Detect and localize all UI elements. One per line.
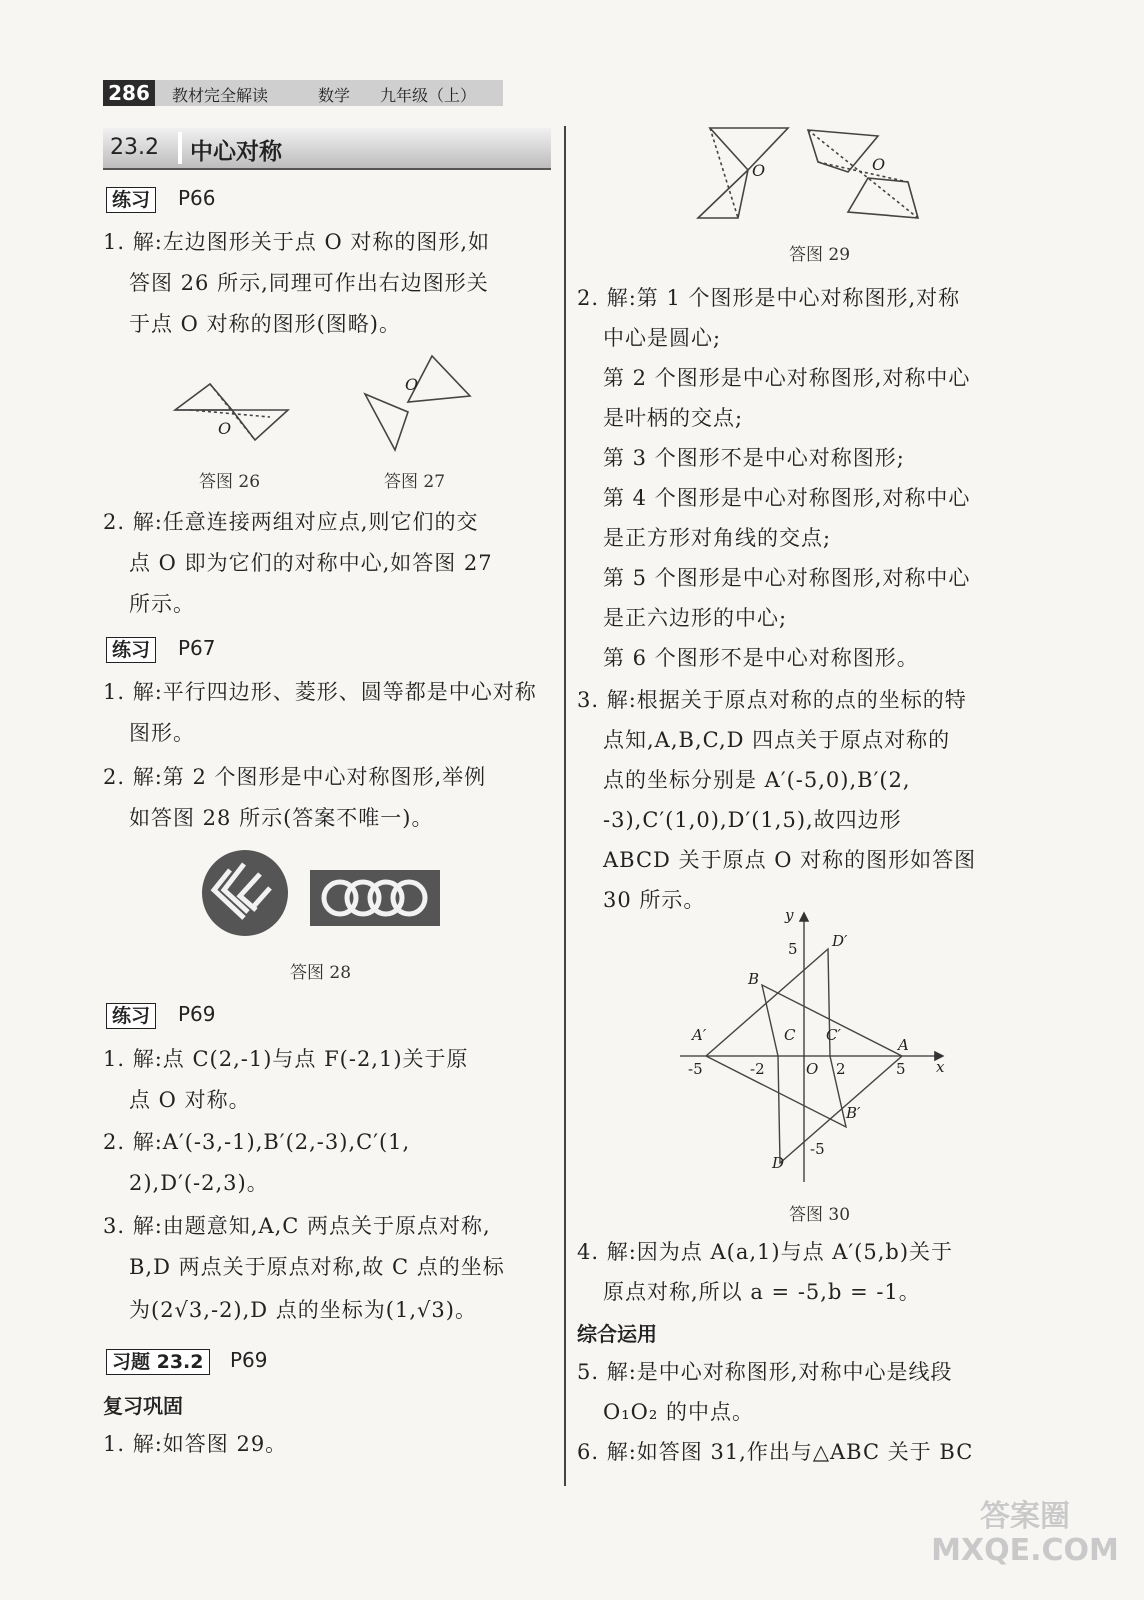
- exercise-page-xiti: P69: [230, 1348, 268, 1372]
- fig29-left-o: O: [752, 161, 766, 180]
- tick-x-2: 2: [836, 1060, 846, 1078]
- quadrilateral-abcd: [762, 985, 902, 1163]
- q4-line2: 原点对称,所以 a = -5,b = -1。: [603, 1280, 921, 1304]
- q2-line9: 是正六边形的中心;: [603, 606, 788, 630]
- p67-answer-2-line2: 如答图 28 所示(答案不唯一)。: [129, 806, 434, 830]
- figure-28: [200, 848, 460, 948]
- point-b: B: [748, 970, 760, 988]
- figure-29: [690, 122, 940, 232]
- q3-line6: 30 所示。: [603, 888, 706, 912]
- rings-logo-bg: [310, 870, 440, 926]
- review-heading: 复习巩固: [103, 1394, 183, 1418]
- q2-line8: 第 5 个图形是中心对称图形,对称中心: [603, 566, 971, 590]
- exercise-tag-xiti: 习题 23.2: [106, 1349, 210, 1375]
- figure-26: [175, 384, 288, 440]
- quadrilateral-a1b1c1d1: [706, 949, 846, 1127]
- fig27-caption: 答图 27: [384, 472, 446, 492]
- q3-line2: 点知,A,B,C,D 四点关于原点对称的: [603, 728, 951, 752]
- p69-answer-3-line1: 3. 解:由题意知,A,C 两点关于原点对称,: [103, 1214, 491, 1238]
- point-a-prime: A′: [692, 1026, 707, 1044]
- book-title: 教材完全解读: [172, 86, 269, 105]
- q2-line4: 是叶柄的交点;: [603, 406, 744, 430]
- figures-26-27: [160, 352, 490, 472]
- tick-x-neg5: -5: [688, 1060, 703, 1078]
- review-answer-1: 1. 解:如答图 29。: [103, 1432, 288, 1456]
- p66-answer-1-line2: 答图 26 所示,同理可作出右边图形关: [129, 271, 489, 295]
- fig27-label-o: O: [405, 375, 419, 394]
- q3-line5: ABCD 关于原点 O 对称的图形如答图: [603, 848, 977, 872]
- grade: 九年级（上）: [380, 86, 477, 105]
- q2-line5: 第 3 个图形不是中心对称图形;: [603, 446, 905, 470]
- p67-answer-1-line2: 图形。: [129, 721, 195, 745]
- p67-answer-1-line1: 1. 解:平行四边形、菱形、圆等都是中心对称: [103, 680, 537, 704]
- tick-y-neg5: -5: [810, 1140, 825, 1158]
- p69-answer-2-line1: 2. 解:A′(-3,-1),B′(2,-3),C′(1,: [103, 1130, 411, 1154]
- p66-answer-1-line3: 于点 O 对称的图形(图略)。: [129, 312, 401, 336]
- q3-line1: 3. 解:根据关于原点对称的点的坐标的特: [577, 688, 967, 712]
- fig29-right-o: O: [872, 155, 886, 174]
- comprehensive-heading: 综合运用: [577, 1322, 657, 1346]
- origin-label: O: [806, 1060, 819, 1078]
- p69-answer-2-line2: 2),D′(-2,3)。: [129, 1171, 269, 1195]
- figure-27: [365, 356, 470, 450]
- point-d: D: [772, 1154, 785, 1172]
- q3-line3: 点的坐标分别是 A′(-5,0),B′(2,: [603, 768, 911, 792]
- exercise-page-p69: P69: [178, 1002, 216, 1026]
- fig28-caption: 答图 28: [290, 963, 352, 983]
- q2-line7: 是正方形对角线的交点;: [603, 526, 832, 550]
- q4-line1: 4. 解:因为点 A(a,1)与点 A′(5,b)关于: [577, 1240, 954, 1264]
- q5-line1: 5. 解:是中心对称图形,对称中心是线段: [577, 1360, 953, 1384]
- q2-line6: 第 4 个图形是中心对称图形,对称中心: [603, 486, 971, 510]
- tick-x-neg2: -2: [750, 1060, 765, 1078]
- p69-answer-1-line2: 点 O 对称。: [129, 1088, 251, 1112]
- section-title: 中心对称: [190, 139, 282, 165]
- point-b-prime: B′: [846, 1104, 861, 1122]
- p66-answer-2-line3: 所示。: [129, 592, 195, 616]
- point-d-prime: D′: [832, 932, 848, 950]
- fig30-caption: 答图 30: [789, 1205, 851, 1225]
- point-c-prime: C′: [826, 1026, 841, 1044]
- section-number: 23.2: [110, 135, 159, 160]
- point-c: C: [784, 1026, 796, 1044]
- point-a: A: [898, 1036, 909, 1054]
- subject: 数学: [318, 86, 351, 105]
- exercise-page-p66: P66: [178, 186, 216, 210]
- q6-line1: 6. 解:如答图 31,作出与△ABC 关于 BC: [577, 1440, 974, 1464]
- tick-x-5: 5: [896, 1060, 906, 1078]
- y-axis-label: y: [785, 910, 794, 924]
- q3-line4: -3),C′(1,0),D′(1,5),故四边形: [603, 808, 902, 832]
- exercise-tag-p66: 练习: [106, 187, 156, 213]
- exercise-page-p67: P67: [178, 636, 216, 660]
- q2-line3: 第 2 个图形是中心对称图形,对称中心: [603, 366, 971, 390]
- section-bar: [103, 128, 551, 170]
- p67-answer-2-line1: 2. 解:第 2 个图形是中心对称图形,举例: [103, 765, 487, 789]
- q5-line2: O₁O₂ 的中点。: [603, 1400, 754, 1424]
- q2-line1: 2. 解:第 1 个图形是中心对称图形,对称: [577, 286, 961, 310]
- exercise-tag-p67: 练习: [106, 637, 156, 663]
- column-divider: [564, 126, 566, 1486]
- p66-answer-1-line1: 1. 解:左边图形关于点 O 对称的图形,如: [103, 230, 491, 254]
- watermark: 答案圈 MXQE.COM: [931, 1499, 1119, 1568]
- p69-answer-3-line3: 为(2√3,-2),D 点的坐标为(1,√3)。: [129, 1298, 477, 1322]
- x-axis-label: x: [936, 1058, 945, 1076]
- fig26-caption: 答图 26: [199, 472, 261, 492]
- exercise-tag-p69: 练习: [106, 1003, 156, 1029]
- page-number: 286: [103, 80, 155, 106]
- q2-line2: 中心是圆心;: [603, 326, 722, 350]
- fig26-label-o: O: [218, 419, 232, 438]
- tick-y-5: 5: [788, 940, 798, 958]
- p69-answer-1-line1: 1. 解:点 C(2,-1)与点 F(-2,1)关于原: [103, 1047, 469, 1071]
- section-separator: [178, 132, 182, 164]
- p69-answer-3-line2: B,D 两点关于原点对称,故 C 点的坐标: [129, 1255, 505, 1279]
- q2-line10: 第 6 个图形不是中心对称图形。: [603, 646, 919, 670]
- fig29-caption: 答图 29: [789, 245, 851, 265]
- p66-answer-2-line2: 点 O 即为它们的对称中心,如答图 27: [129, 551, 493, 575]
- figure-30: [680, 910, 960, 1200]
- p66-answer-2-line1: 2. 解:任意连接两组对应点,则它们的交: [103, 510, 479, 534]
